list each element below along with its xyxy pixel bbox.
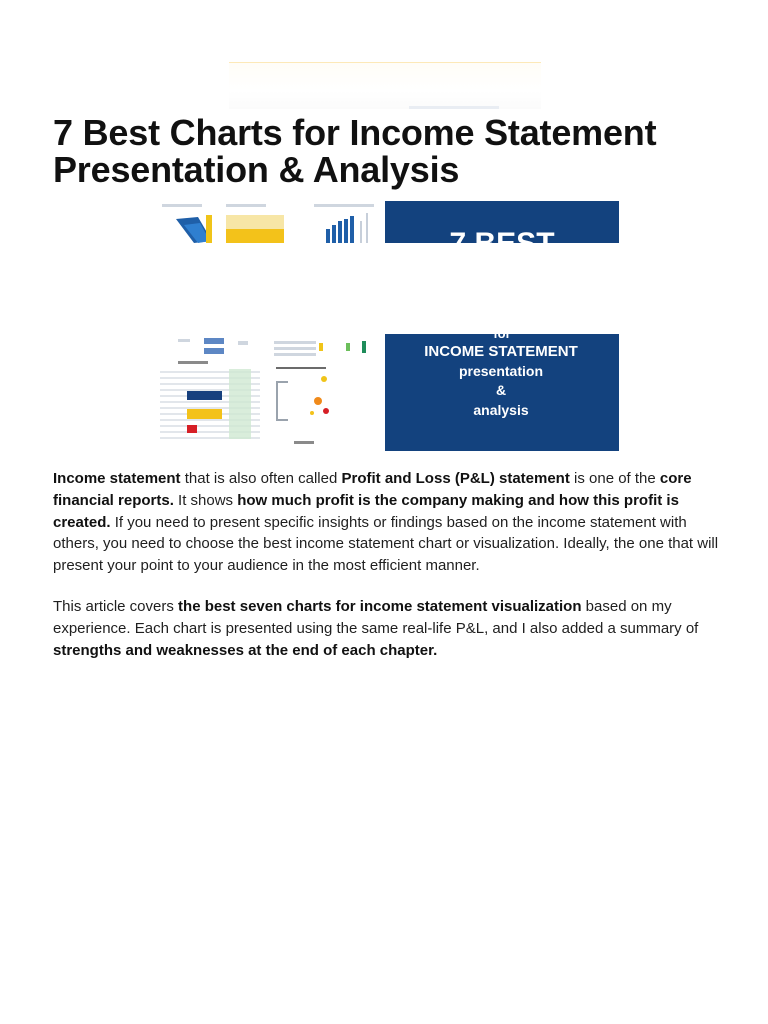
text-run: that is also often called xyxy=(180,470,342,487)
hero-image xyxy=(154,201,619,451)
text-run: This article covers xyxy=(53,597,179,615)
coverage-paragraph xyxy=(53,596,721,661)
hero-panel-line3: INCOME STATEMENT xyxy=(424,343,578,360)
page-title: 7 Best Charts for Income Statement Presentation & Analysis xyxy=(53,112,657,190)
term-profit-and-loss: Profit and Loss (P&L) statement xyxy=(341,470,570,487)
term-core-reports: core financial reports. xyxy=(53,470,692,509)
article-body xyxy=(53,468,721,680)
term-profit-explanation: how much profit is the company making and how this profit is created. xyxy=(53,491,679,531)
term-income-statement: Income statement xyxy=(53,470,181,487)
hero-panel-line6: analysis xyxy=(473,402,529,418)
banner-shadow xyxy=(409,106,499,109)
top-banner xyxy=(229,62,541,109)
term-seven-charts: the best seven charts for income statement visualization xyxy=(178,597,582,615)
text-run: is one of the xyxy=(569,470,660,487)
term-strengths-weaknesses: strengths and weaknesses at the end of each chapter. xyxy=(53,641,438,659)
hero-image-graphic xyxy=(154,201,619,451)
hero-panel-line5: & xyxy=(495,382,507,398)
intro-paragraph xyxy=(53,468,721,577)
hero-thumbnail-bottom xyxy=(154,334,384,451)
text-run: It shows xyxy=(173,491,238,509)
hero-thumbnail-top xyxy=(154,201,384,243)
text-run: based on my experience. Each chart is presented using the same real-life P&L, and I also added a summary of xyxy=(53,597,699,637)
hero-panel-line4: presentation xyxy=(458,363,544,379)
hero-gap xyxy=(154,243,619,334)
text-run: If you need to present specific insights or findings based on the income statement with others, you need to choose the best income statement chart or visualization. Ideally, the one that will present your point to your audience in the most efficient manner. xyxy=(53,513,719,575)
